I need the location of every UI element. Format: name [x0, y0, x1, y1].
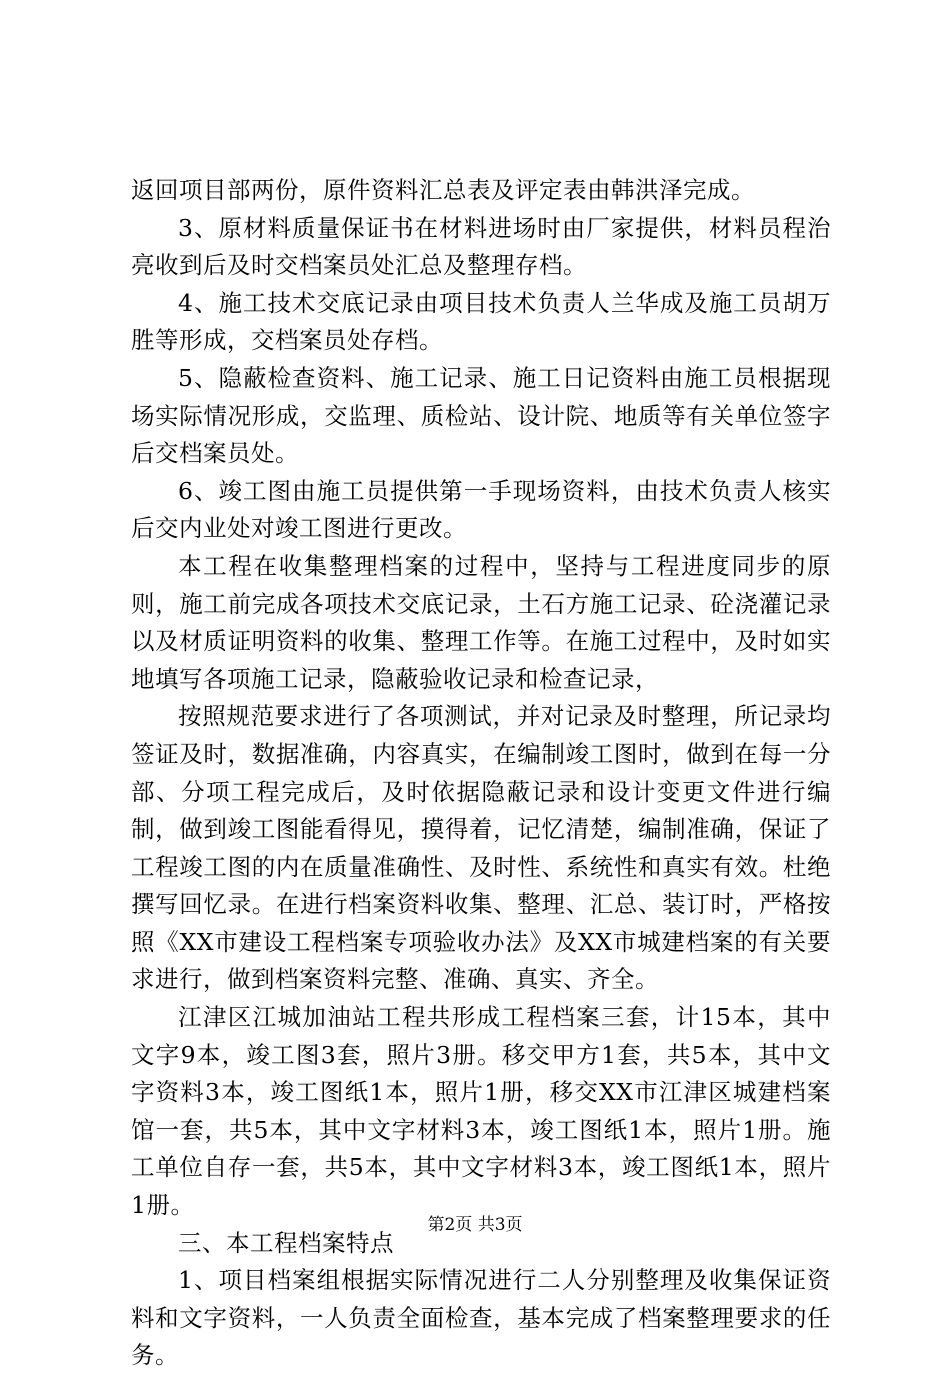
section-heading-features: 三、本工程档案特点: [178, 1228, 394, 1257]
paragraph-item-6: 6、竣工图由施工员提供第一手现场资料，由技术负责人核实后交内业处对竣工图进行更改。: [131, 476, 831, 543]
paragraph-testing-records: 按照规范要求进行了各项测试，并对记录及时整理，所记录均签证及时，数据准确，内容真实，在编制竣工图时，做到在每一分部、分项工程完成后，及时依据隐蔽记录和设计变更文件进行编制，做到竣工图能看得见，摸得着，记忆清楚，编制准确，保证了工程竣工图的内在质量准确性、及时性、系统性和真实有效。杜绝撰写回忆录。在进行档案资料收集、整理、汇总、装订时，严格按照《XX市建设工程档案专项验收办法》及XX市城建档案的有关要求进行，做到档案资料完整、准确、真实、齐全。: [131, 702, 831, 994]
page-number-footer: 第2页 共3页: [427, 1215, 523, 1235]
paragraph-item-4: 4、施工技术交底记录由项目技术负责人兰华成及施工员胡万胜等形成，交档案员处存档。: [131, 288, 831, 355]
document-body: [131, 172, 831, 1375]
paragraph-feature-1: 1、项目档案组根据实际情况进行二人分别整理及收集保证资料和文字资料，一人负责全面检查，基本完成了档案整理要求的任务。: [131, 1266, 831, 1370]
paragraph-continuation: 返回项目部两份，原件资料汇总表及评定表由韩洪泽完成。: [131, 176, 755, 204]
paragraph-item-3: 3、原材料质量保证书在材料进场时由厂家提供，材料员程治亮收到后及时交档案员处汇总及整理存档。: [131, 213, 831, 280]
paragraph-item-5: 5、隐蔽检查资料、施工记录、施工日记资料由施工员根据现场实际情况形成，交监理、质检站、设计院、地质等有关单位签字后交档案员处。: [131, 363, 831, 468]
paragraph-archive-sets: 江津区江城加油站工程共形成工程档案三套，计15本，其中文字9本，竣工图3套，照片3册。移交甲方1套，共5本，其中文字资料3本，竣工图纸1本，照片1册，移交XX市江津区城建档案馆一套，共5本，其中文字材料3本，竣工图纸1本，照片1册。施工单位自存一套，共5本，其中文字材料3本，竣工图纸1本，照片1册。: [131, 1003, 831, 1220]
paragraph-archive-process: 本工程在收集整理档案的过程中，坚持与工程进度同步的原则，施工前完成各项技术交底记录，土石方施工记录、砼浇灌记录以及材质证明资料的收集、整理工作等。在施工过程中，及时如实地填写各项施工记录，隐蔽验收记录和检查记录，: [131, 551, 831, 693]
